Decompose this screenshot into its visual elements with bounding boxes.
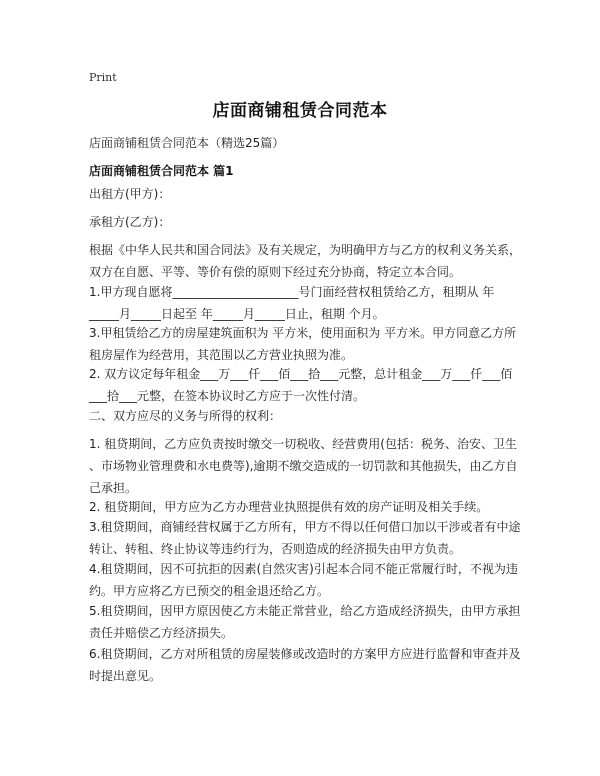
lessee-line: 承租方(乙方)： bbox=[89, 215, 171, 229]
duty-5: 5.租贷期间，因甲方原因使乙方未能正常营业，给乙方造成经济损失，由甲方承担 责任并赔偿乙方经济损失。 bbox=[89, 604, 521, 640]
print-label: Print bbox=[89, 71, 117, 84]
rights-heading: 二、双方应尽的义务与所得的权利： bbox=[89, 409, 282, 423]
document-title: 店面商铺租赁合同范本 bbox=[212, 101, 388, 121]
duty-3: 3.租贷期间，商铺经营权属于乙方所有，甲方不得以任何借口加以干涉或者有中途 转让、转租、终止协议等违约行为，否则造成的经济损失由甲方负责。 bbox=[89, 520, 521, 556]
duty-2: 2. 租贷期间，甲方应为乙方办理营业执照提供有效的房产证明及相关手续。 bbox=[89, 500, 489, 514]
duty-6: 6.租贷期间，乙方对所租赁的房屋装修或改造时的方案甲方应进行监督和审查并及 时提出意见。 bbox=[89, 647, 521, 683]
clause-3: 3.甲租赁给乙方的房屋建筑面积为 平方米，使用面积为 平方米。甲方同意乙方所 租房屋作为经营用，其范围以乙方营业执照为准。 bbox=[89, 326, 517, 362]
intro-paragraph: 根据《中华人民共和国合同法》及有关规定，为明确甲方与乙方的权利义务关系， 双方在自愿、平等、等价有偿的原则下经过充分协商，特定立本合同。 bbox=[89, 243, 522, 279]
duty-4: 4.租贷期间，因不可抗拒的因素(自然灾害)引起本合同不能正常履行时，不视为违 约。甲方应将乙方已预交的租金退还给乙方。 bbox=[89, 562, 518, 598]
clause-1: 1.甲方现自愿将_____________________号门面经营权租赁给乙方，租期从 年 _____月_____日起至 年_____月_____日止，租期 个月。 bbox=[89, 285, 495, 321]
lessor-line: 出租方(甲方)： bbox=[89, 187, 171, 201]
section-heading: 店面商铺租赁合同范本 篇1 bbox=[89, 164, 234, 178]
duty-1: 1. 租贷期间，乙方应负责按时缴交一切税收、经营费用(包括：税务、治安、卫生 、市场物业管理费和水电费等),逾期不缴交造成的一切罚款和其他损失，由乙方自 己承担。 bbox=[89, 437, 518, 495]
document-subtitle: 店面商铺租赁合同范本（精选25篇） bbox=[89, 136, 285, 150]
clause-2: 2. 双方议定每年租金___万___仟___佰___拾___元整，总计租金___万___仟___佰 ___拾___元整，在签本协议时乙方应于一次性付清。 bbox=[89, 367, 513, 403]
